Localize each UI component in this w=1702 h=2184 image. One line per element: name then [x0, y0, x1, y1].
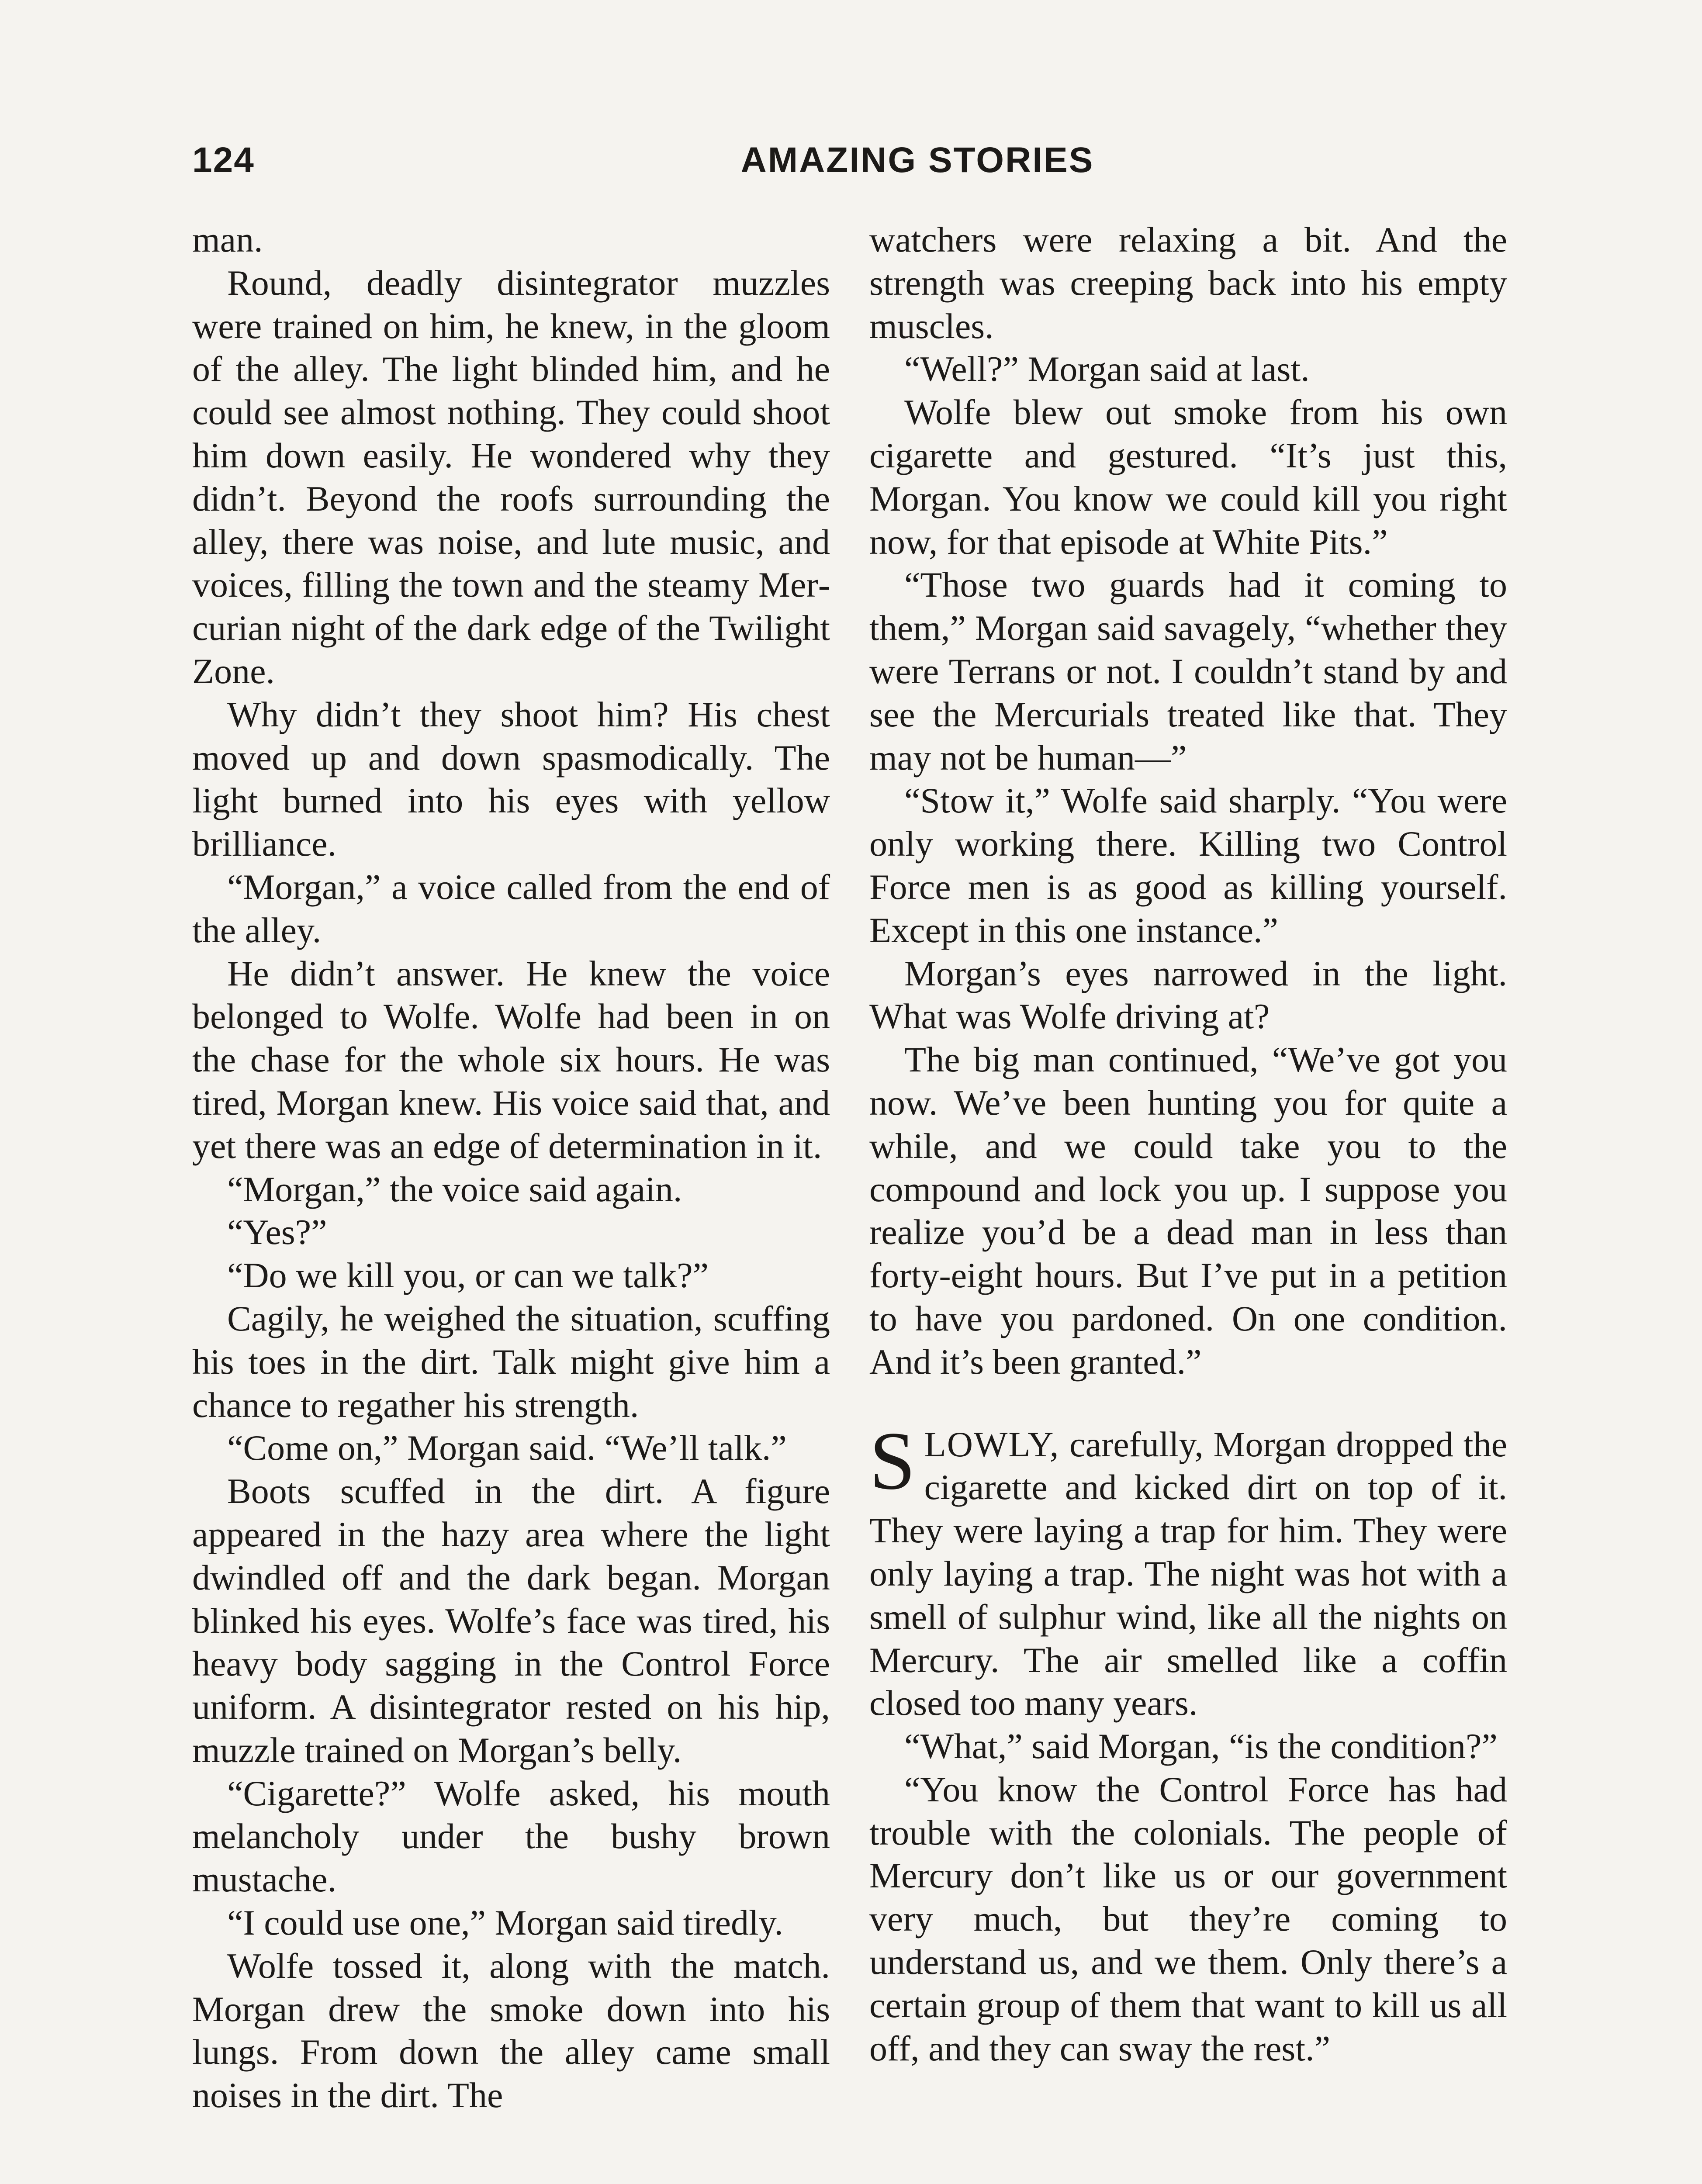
paragraph: “Morgan,” a voice called from the end of the alley. [192, 867, 830, 950]
paragraph: “Yes?” [227, 1212, 327, 1252]
drop-cap-paragraph [869, 1415, 1507, 1725]
paragraph: Wolfe tossed it, along with the match. Morgan drew the smoke down into his lungs. From down the alley came small noises in the dirt. The [192, 1946, 830, 2115]
drop-cap: S [869, 1415, 916, 1507]
drop-cap-body: carefully, Morgan dropped the cigarette and kicked dirt on top of it. They were laying a trap for him. They were only laying a trap. The night was hot with a smell of sulphur wind, like all the nights on Mercury. The air smelled like a coffin closed too many years. [869, 1424, 1507, 1723]
paragraph: “Cigarette?” Wolfe asked, his mouth melancholy under the bushy brown mustache. [192, 1773, 830, 1900]
paragraph: “Do we kill you, or can we talk?” [227, 1255, 709, 1296]
paragraph: Morgan’s eyes narrowed in the light. What was Wolfe driving at? [869, 953, 1507, 1037]
paragraph: “I could use one,” Morgan said tiredly. [227, 1903, 783, 1943]
paragraph: watchers were relaxing a bit. And the strength was creeping back into his empty muscles. [869, 220, 1507, 346]
paragraph: Wolfe blew out smoke from his own cigarette and gestured. “It’s just this, Morgan. You know we could kill you right now, for that episode at White Pits.” [869, 392, 1507, 562]
section-break [869, 1384, 1507, 1423]
paragraph: “Those two guards had it coming to them,” Morgan said savagely, “whether they were Terrans or not. I couldn’t stand by and see the Mercurials treated like that. They may not be human—” [869, 565, 1507, 778]
paragraph: “What,” said Morgan, “is the condition?” [904, 1726, 1498, 1766]
paragraph: Round, deadly disintegrator muzzles were trained on him, he knew, in the gloom of the alley. The light blinded him, and he could see almost nothing. They could shoot him down easily. He wondered why they didn’t. Beyond the roofs surrounding the alley, there was noise, and lute music, and voices, filling the town and the steamy Mercurian night of the dark edge of the Twilight Zone. [192, 263, 830, 691]
paragraph: “Well?” Morgan said at last. [904, 349, 1310, 389]
running-title: AMAZING STORIES [740, 140, 1094, 180]
paragraph: Cagily, he weighed the situation, scuffing his toes in the dirt. Talk might give him a chance to regather his strength. [192, 1298, 830, 1425]
paragraph: He didn’t answer. He knew the voice belonged to Wolfe. Wolfe had been in on the chase for the whole six hours. He was tired, Morgan knew. His voice said that, and yet there was an edge of determination in it. [192, 953, 830, 1166]
paragraph: “Morgan,” the voice said again. [227, 1169, 682, 1209]
paragraph: Boots scuffed in the dirt. A figure appeared in the hazy area where the light dwindled off and the dark began. Morgan blinked his eyes. Wolfe’s face was tired, his heavy body sagging in the Control Force uniform. A disintegrator rested on his hip, muzzle trained on Morgan’s belly. [192, 1471, 830, 1770]
left-column [192, 218, 830, 2117]
paragraph: The big man continued, “We’ve got you now. We’ve been hunting you for quite a while, and we could take you to the compound and lock you up. I suppose you realize you’d be a dead man in less than forty-eight hours. But I’ve put in a petition to have you pardoned. On one condition. And it’s been granted.” [869, 1040, 1507, 1382]
page-header [192, 131, 1512, 192]
right-column [869, 218, 1507, 2070]
page-number: 124 [192, 140, 255, 180]
paragraph: Why didn’t they shoot him? His chest moved up and down spasmodically. The light burned into his eyes with yellow brilliance. [192, 694, 830, 864]
paragraph: man. [192, 220, 263, 259]
drop-cap-lead: LOWLY, [924, 1424, 1060, 1464]
paragraph: “You know the Control Force has had trouble with the colonials. The people of Mercury don’t like us or our government very much, but they’re coming to understand us, and we them. Only there’s a certain group of them that want to kill us all off, and they can sway the rest.” [869, 1769, 1507, 2068]
paragraph: “Stow it,” Wolfe said sharply. “You were only working there. Killing two Control Force men is as good as killing yourself. Except in this one instance.” [869, 781, 1507, 950]
paragraph: “Come on,” Morgan said. “We’ll talk.” [227, 1428, 787, 1468]
